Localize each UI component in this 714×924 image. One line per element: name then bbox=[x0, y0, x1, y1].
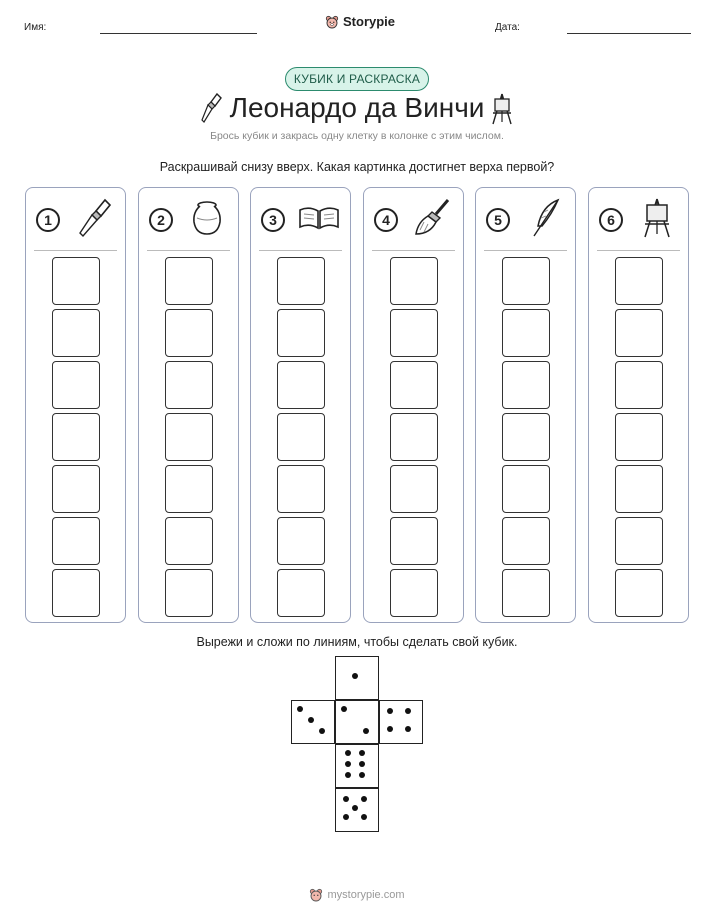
pip bbox=[352, 805, 358, 811]
storypie-logo bbox=[325, 14, 395, 29]
pip bbox=[363, 728, 369, 734]
logo-text: Storypie bbox=[343, 14, 396, 29]
color-cell[interactable] bbox=[615, 309, 663, 357]
color-cell[interactable] bbox=[277, 309, 325, 357]
column-1 bbox=[25, 187, 126, 623]
pip bbox=[308, 717, 314, 723]
color-cell[interactable] bbox=[277, 413, 325, 461]
pip bbox=[361, 796, 367, 802]
column-5 bbox=[475, 187, 576, 623]
column-number: 3 bbox=[261, 208, 285, 232]
color-cell[interactable] bbox=[52, 465, 100, 513]
dice-face-2 bbox=[335, 700, 379, 744]
clay-pot-icon bbox=[185, 196, 229, 240]
dice-face-1 bbox=[335, 656, 379, 700]
color-cell[interactable] bbox=[277, 361, 325, 409]
column-divider bbox=[484, 250, 567, 251]
column-divider bbox=[597, 250, 680, 251]
color-cell[interactable] bbox=[165, 257, 213, 305]
color-cell[interactable] bbox=[165, 413, 213, 461]
easel-title-icon bbox=[489, 92, 515, 126]
column-header bbox=[26, 188, 125, 250]
pip bbox=[341, 706, 347, 712]
color-cell[interactable] bbox=[615, 257, 663, 305]
color-cell[interactable] bbox=[52, 413, 100, 461]
color-cell[interactable] bbox=[502, 569, 550, 617]
quill-icon bbox=[522, 196, 566, 240]
pip bbox=[345, 761, 351, 767]
column-header bbox=[251, 188, 350, 250]
color-cell[interactable] bbox=[615, 569, 663, 617]
name-label: Имя: bbox=[24, 22, 47, 33]
wide-brush-icon bbox=[410, 196, 454, 240]
dice-face-6 bbox=[335, 744, 379, 788]
column-number: 4 bbox=[374, 208, 398, 232]
color-cell[interactable] bbox=[390, 413, 438, 461]
pip bbox=[297, 706, 303, 712]
color-cell[interactable] bbox=[615, 361, 663, 409]
column-number: 6 bbox=[599, 208, 623, 232]
column-number: 2 bbox=[149, 208, 173, 232]
color-cell[interactable] bbox=[165, 309, 213, 357]
color-cell[interactable] bbox=[165, 517, 213, 565]
cut-instruction: Вырежи и сложи по линиям, чтобы сделать свой кубик. bbox=[196, 635, 518, 649]
color-cell[interactable] bbox=[390, 465, 438, 513]
pip bbox=[387, 708, 393, 714]
color-cell[interactable] bbox=[52, 569, 100, 617]
color-cell[interactable] bbox=[502, 257, 550, 305]
color-cell[interactable] bbox=[277, 517, 325, 565]
color-cell[interactable] bbox=[502, 309, 550, 357]
color-cell[interactable] bbox=[277, 465, 325, 513]
dice-face-5 bbox=[335, 788, 379, 832]
color-cell[interactable] bbox=[615, 465, 663, 513]
column-divider bbox=[259, 250, 342, 251]
pip bbox=[345, 772, 351, 778]
color-cell[interactable] bbox=[502, 465, 550, 513]
pip bbox=[359, 750, 365, 756]
color-cell[interactable] bbox=[390, 569, 438, 617]
dice-face-3 bbox=[291, 700, 335, 744]
column-4 bbox=[363, 187, 464, 623]
color-cell[interactable] bbox=[390, 361, 438, 409]
pip bbox=[361, 814, 367, 820]
color-cell[interactable] bbox=[390, 257, 438, 305]
pip bbox=[343, 814, 349, 820]
date-field[interactable] bbox=[567, 33, 691, 34]
pip bbox=[405, 708, 411, 714]
subtitle: Брось кубик и закрась одну клетку в колонке с этим числом. bbox=[210, 130, 504, 142]
color-cell[interactable] bbox=[390, 309, 438, 357]
column-header bbox=[139, 188, 238, 250]
column-header bbox=[476, 188, 575, 250]
date-label: Дата: bbox=[495, 22, 520, 33]
pip bbox=[352, 673, 358, 679]
easel-icon bbox=[635, 196, 679, 240]
color-cell[interactable] bbox=[502, 361, 550, 409]
dice-face-4 bbox=[379, 700, 423, 744]
color-cell[interactable] bbox=[165, 465, 213, 513]
instruction: Раскрашивай снизу вверх. Какая картинка достигнет верха первой? bbox=[159, 160, 555, 174]
footer bbox=[0, 888, 714, 902]
column-number: 5 bbox=[486, 208, 510, 232]
color-cell[interactable] bbox=[277, 569, 325, 617]
pip bbox=[359, 761, 365, 767]
color-cell[interactable] bbox=[52, 517, 100, 565]
color-cell[interactable] bbox=[52, 309, 100, 357]
pip bbox=[387, 726, 393, 732]
color-cell[interactable] bbox=[165, 361, 213, 409]
pip bbox=[405, 726, 411, 732]
column-number: 1 bbox=[36, 208, 60, 232]
pip bbox=[345, 750, 351, 756]
footer-link[interactable]: mystorypie.com bbox=[327, 889, 405, 901]
column-divider bbox=[147, 250, 230, 251]
bear-footer-icon bbox=[309, 888, 323, 902]
color-cell[interactable] bbox=[165, 569, 213, 617]
column-6 bbox=[588, 187, 689, 623]
page-title: Леонардо да Винчи bbox=[229, 92, 485, 123]
bear-logo-icon bbox=[325, 15, 339, 29]
open-book-icon bbox=[297, 196, 341, 240]
color-cell[interactable] bbox=[52, 257, 100, 305]
color-cell[interactable] bbox=[502, 413, 550, 461]
paintbrush-icon bbox=[72, 196, 116, 240]
color-cell[interactable] bbox=[502, 517, 550, 565]
column-3 bbox=[250, 187, 351, 623]
color-cell[interactable] bbox=[390, 517, 438, 565]
column-header bbox=[589, 188, 688, 250]
name-field[interactable] bbox=[100, 33, 257, 34]
color-cell[interactable] bbox=[277, 257, 325, 305]
column-divider bbox=[34, 250, 117, 251]
column-header bbox=[364, 188, 463, 250]
pip bbox=[359, 772, 365, 778]
column-divider bbox=[372, 250, 455, 251]
pip bbox=[343, 796, 349, 802]
color-cell[interactable] bbox=[52, 361, 100, 409]
activity-badge: КУБИК И РАСКРАСКА bbox=[285, 67, 429, 91]
pip bbox=[319, 728, 325, 734]
column-2 bbox=[138, 187, 239, 623]
color-cell[interactable] bbox=[615, 413, 663, 461]
color-cell[interactable] bbox=[615, 517, 663, 565]
